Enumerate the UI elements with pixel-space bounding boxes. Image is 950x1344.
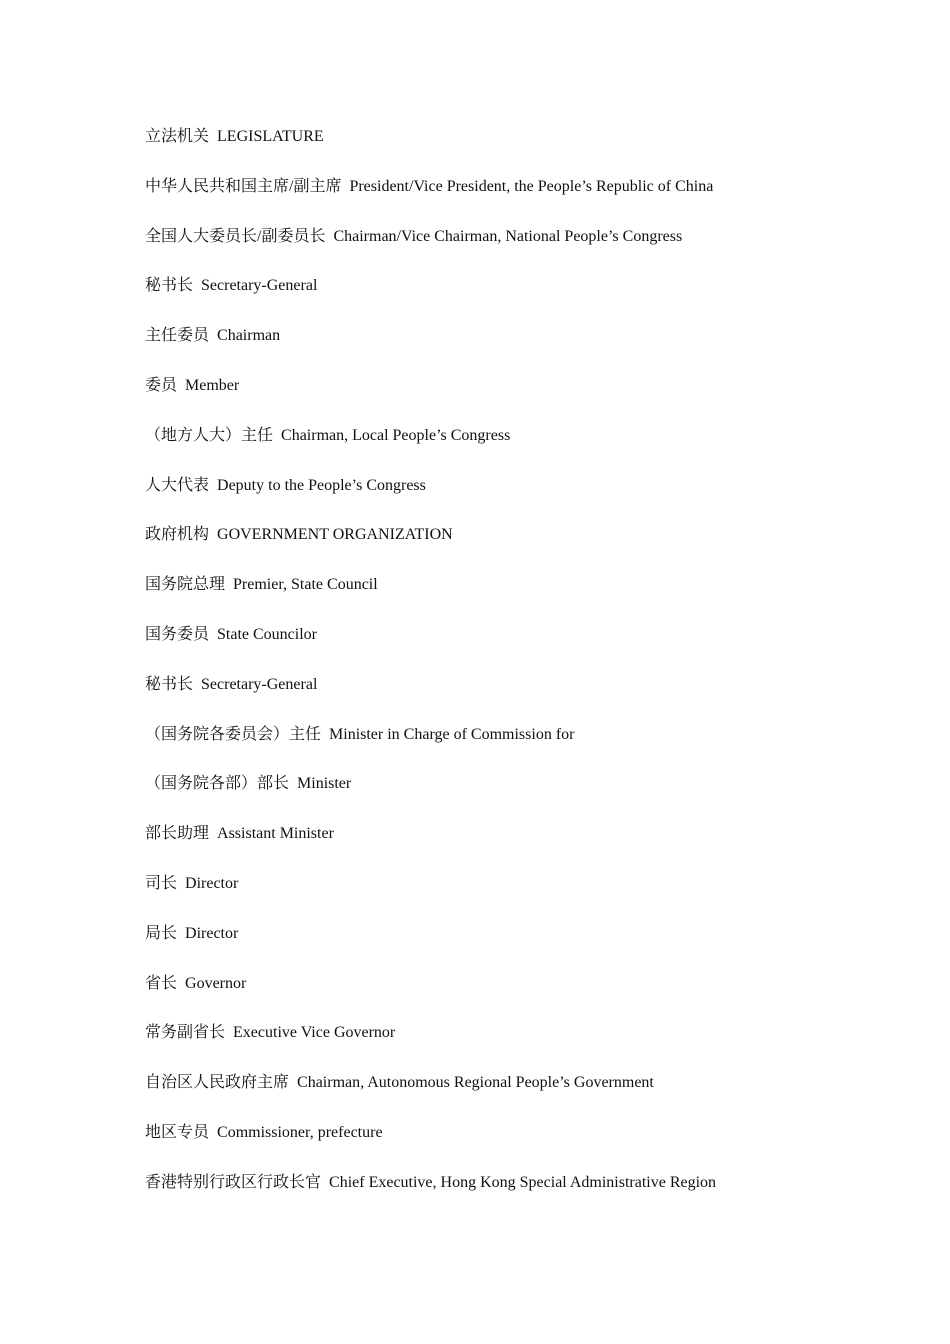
chinese-term: 自治区人民政府主席 (145, 1074, 290, 1092)
chinese-term: 人大代表 (145, 476, 210, 494)
chinese-term: 秘书长 (145, 277, 194, 295)
chinese-term: 全国人大委员长/副委员长 (145, 227, 326, 245)
chinese-term: 委员 (145, 376, 178, 394)
glossary-entry (145, 973, 716, 1023)
english-term: Executive Vice Governor (233, 1024, 396, 1042)
english-term: GOVERNMENT ORGANIZATION (217, 526, 453, 544)
glossary-entry (145, 176, 716, 226)
chinese-term: 政府机构 (145, 526, 210, 544)
chinese-term: 国务院总理 (145, 576, 226, 594)
english-term: State Councilor (217, 625, 317, 643)
glossary-entry (145, 823, 716, 873)
glossary-entry (145, 1122, 716, 1172)
chinese-term: 地区专员 (145, 1123, 210, 1141)
glossary-entry (145, 126, 716, 176)
glossary-entry (145, 624, 716, 674)
chinese-term: 省长 (145, 974, 178, 992)
english-term: Minister in Charge of Commission for (329, 725, 575, 743)
english-term: Member (185, 376, 240, 394)
glossary-entry (145, 375, 716, 425)
chinese-term: （地方人大）主任 (145, 426, 274, 444)
glossary-entry (145, 1172, 716, 1222)
english-term: Chairman/Vice Chairman, National People’s Congress (333, 227, 683, 245)
glossary-entry (145, 773, 716, 823)
chinese-term: 秘书长 (145, 675, 194, 693)
chinese-term: 局长 (145, 924, 178, 942)
glossary-entry (145, 275, 716, 325)
glossary-entry (145, 425, 716, 475)
english-term: Chairman (217, 327, 281, 345)
english-term: Director (185, 924, 239, 942)
glossary-entry (145, 475, 716, 525)
chinese-term: 主任委员 (145, 327, 210, 345)
glossary-entry (145, 574, 716, 624)
english-term: Minister (297, 775, 352, 793)
glossary-entry (145, 674, 716, 724)
glossary-entry (145, 1072, 716, 1122)
english-term: Deputy to the People’s Congress (217, 476, 426, 494)
glossary-entry (145, 724, 716, 774)
chinese-term: 部长助理 (145, 825, 210, 843)
chinese-term: 立法机关 (145, 128, 210, 145)
glossary-entry (145, 1022, 716, 1072)
english-term: Commissioner, prefecture (217, 1123, 383, 1141)
chinese-term: 国务委员 (145, 625, 210, 643)
english-term: Director (185, 874, 239, 892)
english-term: Chairman, Local People’s Congress (281, 426, 511, 444)
english-term: Secretary-General (201, 675, 318, 693)
chinese-term: 香港特别行政区行政长官 (145, 1173, 322, 1191)
english-term: President/Vice President, the People’s Republic of China (349, 177, 714, 195)
glossary-entry (145, 226, 716, 276)
glossary-list (145, 126, 716, 1222)
glossary-entry (145, 873, 716, 923)
chinese-term: 司长 (145, 874, 178, 892)
chinese-term: 常务副省长 (145, 1024, 226, 1042)
english-term: Chief Executive, Hong Kong Special Administrative Region (329, 1173, 717, 1191)
english-term: Governor (185, 974, 247, 992)
english-term: LEGISLATURE (217, 128, 324, 145)
english-term: Secretary-General (201, 277, 318, 295)
english-term: Assistant Minister (217, 825, 334, 843)
english-term: Chairman, Autonomous Regional People’s Government (297, 1074, 654, 1092)
glossary-entry (145, 524, 716, 574)
glossary-entry (145, 923, 716, 973)
chinese-term: 中华人民共和国主席/副主席 (145, 177, 342, 195)
glossary-entry (145, 325, 716, 375)
chinese-term: （国务院各委员会）主任 (145, 725, 322, 743)
chinese-term: （国务院各部）部长 (145, 775, 290, 793)
english-term: Premier, State Council (233, 576, 378, 594)
